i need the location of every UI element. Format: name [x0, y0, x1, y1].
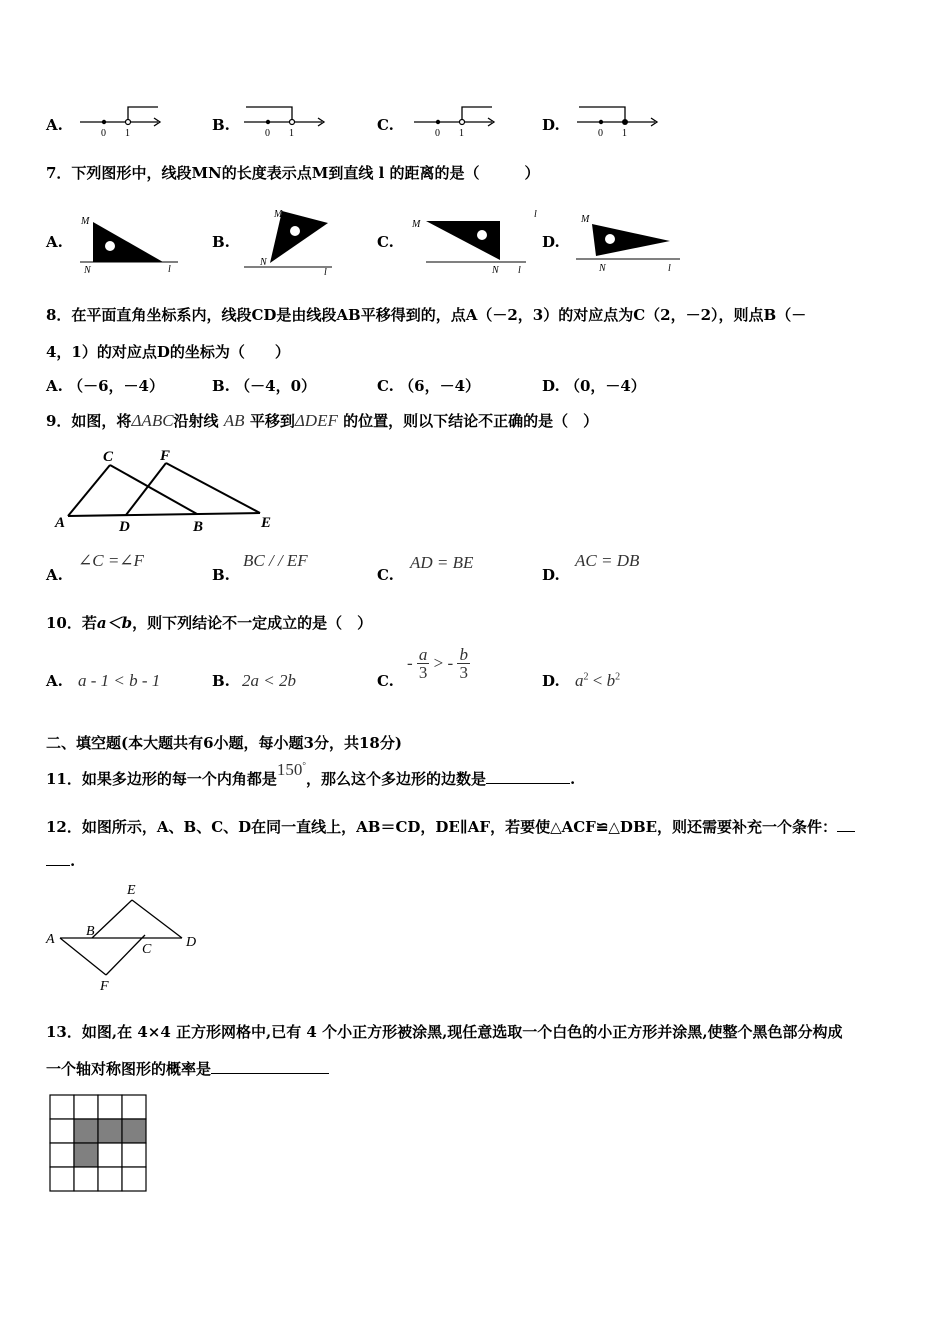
- q7-b-label-l: l: [324, 267, 327, 277]
- q9-option-b-letter: B.: [212, 566, 230, 584]
- q7-stem: 7．下列图形中，线段MN的长度表示点M到直线 l 的距离的是（ ）: [46, 164, 540, 182]
- q9-option-c-letter: C.: [377, 566, 394, 584]
- q7-figure-a: [78, 212, 183, 276]
- q6-number-line-b: [242, 104, 332, 138]
- q8-stem-line1: 8．在平面直角坐标系内，线段CD是由线段AB平移得到的，点A（－2，3）的对应点为C（2，－2），则点B（－: [46, 306, 807, 324]
- q9-option-a-expr: ∠C =∠F: [78, 551, 144, 570]
- q9-mid2: 平移到: [249, 412, 295, 430]
- q9-seg: AB: [223, 411, 245, 430]
- q8-option-c-value: （6，－4）: [399, 377, 481, 395]
- section-2-title: 二、填空题(本大题共有6小题，每小题3分，共18分): [46, 734, 402, 752]
- q10-option-d-expr: $a^2 < b^2$: [575, 671, 621, 690]
- q9-label-f: F: [160, 448, 171, 464]
- grid-cell: [50, 1119, 74, 1143]
- q9-tri2: ΔDEF: [294, 411, 338, 430]
- q12-label-a: A: [46, 932, 55, 947]
- q12-label-c: C: [142, 942, 152, 957]
- q10-stem: [46, 612, 372, 633]
- q6-option-b-letter: B.: [212, 116, 230, 134]
- q9-option-a-letter: A.: [46, 566, 63, 584]
- q10-option-a-expr: a - 1 < b - 1: [78, 671, 161, 690]
- q7-c-label-n: N: [492, 265, 499, 276]
- q7-figure-b: [240, 205, 340, 277]
- q6-option-c-letter: C.: [377, 116, 394, 134]
- q8-option-d-value: （0，－4）: [564, 377, 646, 395]
- q9-prefix: 9．如图，将: [46, 412, 132, 430]
- q7-a-label-m: M: [81, 216, 90, 227]
- q11-answer-blank[interactable]: [486, 783, 570, 784]
- grid-cell: [122, 1095, 146, 1119]
- q7-a-label-l: l: [168, 264, 171, 275]
- q12-label-d: D: [186, 935, 197, 950]
- q6-b-tick0: 0: [265, 128, 270, 138]
- grid-cell: [122, 1167, 146, 1191]
- q9-option-b-expr: BC / / EF: [243, 551, 308, 570]
- grid-cell: [50, 1143, 74, 1167]
- q9-label-e: E: [261, 515, 272, 531]
- q12-label-f: F: [100, 979, 109, 994]
- q8-option-c-letter: C.: [377, 377, 394, 395]
- q6-c-tick0: 0: [435, 128, 440, 138]
- q8-option-a-value: （－6，－4）: [68, 377, 164, 395]
- q12-label-b: B: [86, 924, 95, 939]
- q12-answer-blank-1[interactable]: [837, 831, 855, 832]
- q6-option-d-letter: D.: [542, 116, 560, 134]
- q9-label-a: A: [55, 515, 66, 531]
- q7-d-label-n: N: [599, 263, 606, 274]
- q6-c-tick1: 1: [459, 128, 464, 138]
- q6-number-line-c: [412, 104, 502, 138]
- grid-cell: [50, 1167, 74, 1191]
- q10-condition: a＜b: [96, 614, 133, 632]
- q9-tri1: ΔABC: [131, 411, 174, 430]
- q6-number-line-a: [78, 104, 168, 138]
- grid-cell-shaded: [98, 1119, 122, 1143]
- q12-label-e: E: [127, 883, 136, 898]
- grid-cell: [74, 1095, 98, 1119]
- grid-cell: [122, 1143, 146, 1167]
- q6-a-tick1: 1: [125, 128, 130, 138]
- q10-option-a-letter: A.: [46, 672, 63, 690]
- q11-stem: [46, 760, 576, 789]
- q6-d-tick0: 0: [598, 128, 603, 138]
- q8-option-a-letter: A.: [46, 377, 63, 395]
- q13-stem-line2: [46, 1058, 329, 1079]
- q7-option-d-letter: D.: [542, 233, 560, 251]
- q6-b-tick1: 1: [289, 128, 294, 138]
- q6-d-tick1: 1: [622, 128, 627, 138]
- q12-stem: [46, 816, 855, 837]
- q8-stem-line2: 4，1）的对应点D的坐标为（ ）: [46, 343, 290, 361]
- grid-cell-shaded: [74, 1143, 98, 1167]
- q7-figure-d: [572, 208, 684, 276]
- q7-b-label-m: M: [274, 209, 283, 220]
- q7-d-label-m: M: [581, 214, 590, 225]
- q9-label-b: B: [193, 519, 204, 535]
- q12-text: 12．如图所示，A、B、C、D在同一直线上，AB＝CD，DE∥AF，若要使△ACF≌△DBE，则还需要补充一个条件：: [46, 818, 838, 836]
- q6-a-tick0: 0: [101, 128, 106, 138]
- q7-a-label-n: N: [84, 265, 91, 276]
- q12-figure: [42, 876, 212, 996]
- grid-cell-shaded: [122, 1119, 146, 1143]
- q7-option-b-letter: B.: [212, 233, 230, 251]
- q11-suffix: ，那么这个多边形的边数是: [306, 770, 487, 788]
- q11-end: .: [570, 770, 576, 788]
- q10-option-c-letter: C.: [377, 672, 394, 690]
- q13-line2-text: 一个轴对称图形的概率是: [46, 1060, 212, 1078]
- q13-answer-blank[interactable]: [211, 1073, 329, 1074]
- q9-suffix: 的位置，则以下结论不正确的是（ ）: [343, 412, 599, 430]
- grid-cell: [50, 1095, 74, 1119]
- q7-c-label-m: M: [412, 219, 421, 230]
- q12-end: .: [70, 852, 76, 870]
- q9-stem: [46, 410, 598, 431]
- q9-label-d: D: [119, 519, 130, 535]
- q9-option-c-expr: AD = BE: [410, 553, 474, 572]
- q7-d-label-l: l: [668, 263, 671, 274]
- q7-option-c-letter: C.: [377, 233, 394, 251]
- q13-grid: [48, 1093, 150, 1203]
- q9-label-c: C: [103, 449, 114, 465]
- q8-option-d-letter: D.: [542, 377, 560, 395]
- q8-option-b-letter: B.: [212, 377, 230, 395]
- q9-figure: [50, 445, 290, 537]
- q9-mid1: 沿射线: [173, 412, 219, 430]
- q10-suffix: ，则下列结论不一定成立的是（ ）: [132, 614, 373, 632]
- q7-b-label-n: N: [260, 257, 267, 268]
- q12-stem-line2: [46, 852, 75, 870]
- q10-prefix: 10．若: [46, 614, 97, 632]
- q9-option-d-expr: AC = DB: [575, 551, 640, 570]
- q10-option-b-expr: 2a < 2b: [242, 671, 296, 690]
- grid-cell-shaded: [74, 1119, 98, 1143]
- grid-cell: [98, 1095, 122, 1119]
- grid-cell: [98, 1167, 122, 1191]
- q9-option-d-letter: D.: [542, 566, 560, 584]
- q13-stem-line1: 13．如图,在 4×4 正方形网格中,已有 4 个小正方形被涂黑,现任意选取一个白色的小正方形并涂黑,使整个黑色部分构成: [46, 1023, 843, 1041]
- q12-answer-blank-2[interactable]: [46, 865, 70, 866]
- q10-option-b-letter: B.: [212, 672, 230, 690]
- grid-cell: [74, 1167, 98, 1191]
- grid-cell: [98, 1143, 122, 1167]
- q11-angle: 150°: [276, 760, 306, 779]
- q6-number-line-d: [575, 104, 665, 138]
- q7-c-label-l2: l: [518, 265, 521, 276]
- q10-option-c-expr: - $\frac{a}{3}$ > - $\frac{b}{3}$: [407, 645, 468, 682]
- q6-option-a-letter: A.: [46, 116, 63, 134]
- q11-prefix: 11．如果多边形的每一个内角都是: [46, 770, 277, 788]
- q10-option-d-letter: D.: [542, 672, 560, 690]
- q7-c-label-l: l: [534, 209, 537, 220]
- q7-option-a-letter: A.: [46, 233, 63, 251]
- q7-figure-c: [408, 205, 543, 277]
- q8-option-b-value: （－4，0）: [235, 377, 317, 395]
